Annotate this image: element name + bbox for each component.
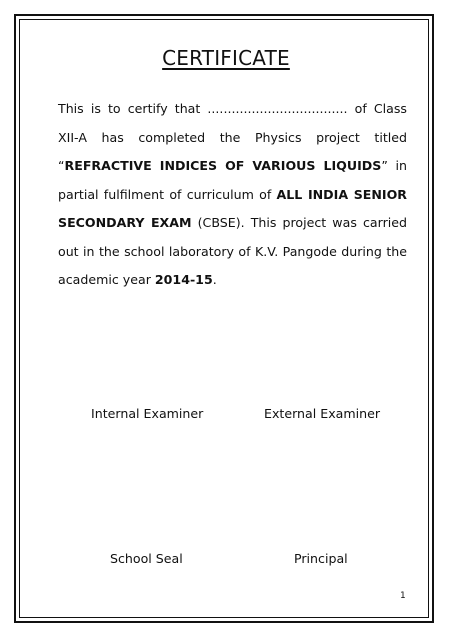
project-title: REFRACTIVE INDICES OF VARIOUS LIQUIDS: [64, 158, 382, 173]
exam-name: ALL INDIA SENIOR SECONDARY EXAM: [58, 186, 407, 230]
external-examiner-label: External Examiner: [264, 406, 381, 421]
certificate-body: [58, 95, 407, 295]
principal-label: Principal: [294, 551, 348, 566]
body-text-part2: ” in partial fulfilment of curriculum of: [58, 158, 407, 202]
academic-year: 2014-15: [154, 272, 213, 287]
internal-examiner-label: Internal Examiner: [91, 406, 204, 421]
page-number: 1: [400, 591, 406, 601]
certificate-title: CERTIFICATE: [162, 46, 290, 70]
body-text-part3: (CBSE). This project was carried out in the school laboratory of K.V. Pangode during the academic year: [58, 215, 407, 287]
body-text-part4: .: [212, 272, 217, 287]
school-seal-label: School Seal: [110, 551, 183, 566]
body-text-part1: This is to certify that ................................... of Class XII-A has completed the Physics project titled “: [58, 101, 407, 173]
